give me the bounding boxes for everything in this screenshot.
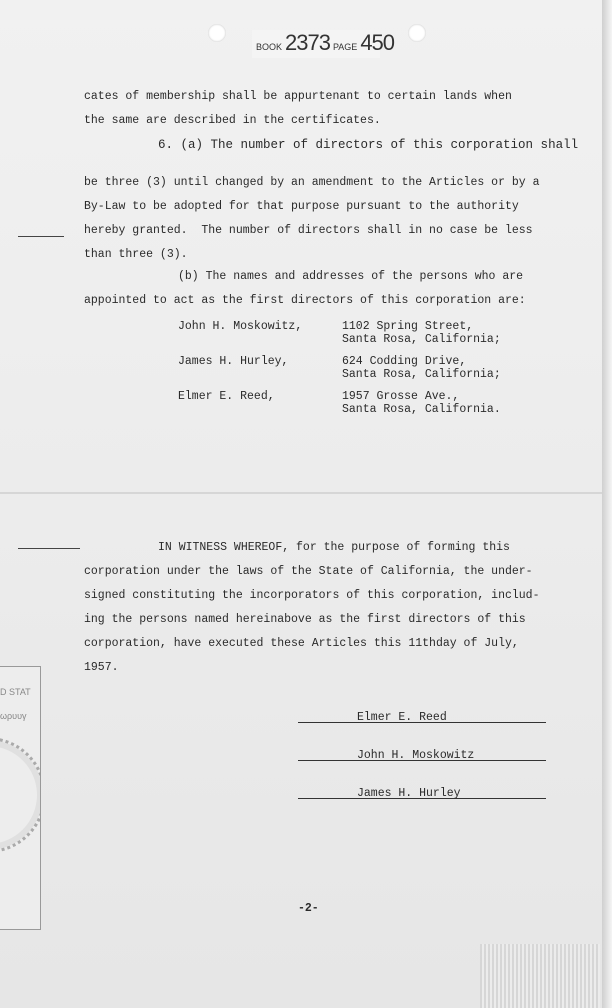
witness-line: signed constituting the incorporators of this corporation, includ- (84, 589, 540, 602)
body-line: the same are described in the certificates. (84, 114, 381, 127)
director-address: Santa Rosa, California; (342, 368, 501, 381)
director-address: Santa Rosa, California; (342, 333, 501, 346)
seal-text: ωρυυγ (0, 711, 27, 721)
body-line: hereby granted. The number of directors shall in no case be less (84, 224, 533, 237)
margin-mark (18, 548, 80, 549)
book-label: BOOK (256, 42, 283, 52)
book-number: 2373 (285, 30, 330, 55)
scan-artifact (480, 944, 600, 1008)
seal-text: D STAT (0, 687, 31, 697)
margin-mark (18, 236, 64, 237)
director-name: James H. Hurley, (178, 355, 289, 368)
body-line: cates of membership shall be appurtenant to certain lands when (84, 90, 512, 103)
body-line: be three (3) until changed by an amendment to the Articles or by a (84, 176, 540, 189)
signature-john-moskowitz: John H. Moskowitz (357, 749, 475, 762)
section-6b-heading: (b) The names and addresses of the persons who are (178, 270, 524, 283)
signature-james-hurley: James H. Hurley (357, 787, 461, 800)
signature-elmer-reed: Elmer E. Reed (357, 711, 447, 724)
director-address: 1957 Grosse Ave., (342, 390, 460, 403)
witness-line: corporation, have executed these Articles this 11thday of July, (84, 637, 519, 650)
director-address: Santa Rosa, California. (342, 403, 501, 416)
witness-line: IN WITNESS WHEREOF, for the purpose of forming this (158, 541, 510, 554)
scan-edge (602, 0, 612, 1008)
paper-fold (0, 492, 602, 494)
director-name: John H. Moskowitz, (178, 320, 303, 333)
director-address: 1102 Spring Street, (342, 320, 474, 333)
page-number: 450 (360, 30, 395, 55)
director-address: 624 Codding Drive, (342, 355, 467, 368)
section-6a-heading: 6. (a) The number of directors of this corporation shall (158, 138, 579, 152)
body-line: appointed to act as the first directors of this corporation are: (84, 294, 526, 307)
punch-hole (408, 24, 426, 42)
page-footer-number: -2- (298, 902, 319, 915)
body-line: By-Law to be adopted for that purpose pursuant to the authority (84, 200, 519, 213)
witness-line: corporation under the laws of the State of California, the under- (84, 565, 533, 578)
notary-seal (0, 666, 41, 930)
body-line: than three (3). (84, 248, 188, 261)
embossed-seal-icon (0, 737, 41, 853)
book-page-stamp (252, 30, 395, 58)
punch-hole (208, 24, 226, 42)
witness-line: 1957. (84, 661, 119, 674)
director-name: Elmer E. Reed, (178, 390, 275, 403)
page-label: PAGE (332, 42, 358, 52)
witness-line: ing the persons named hereinabove as the first directors of this (84, 613, 526, 626)
